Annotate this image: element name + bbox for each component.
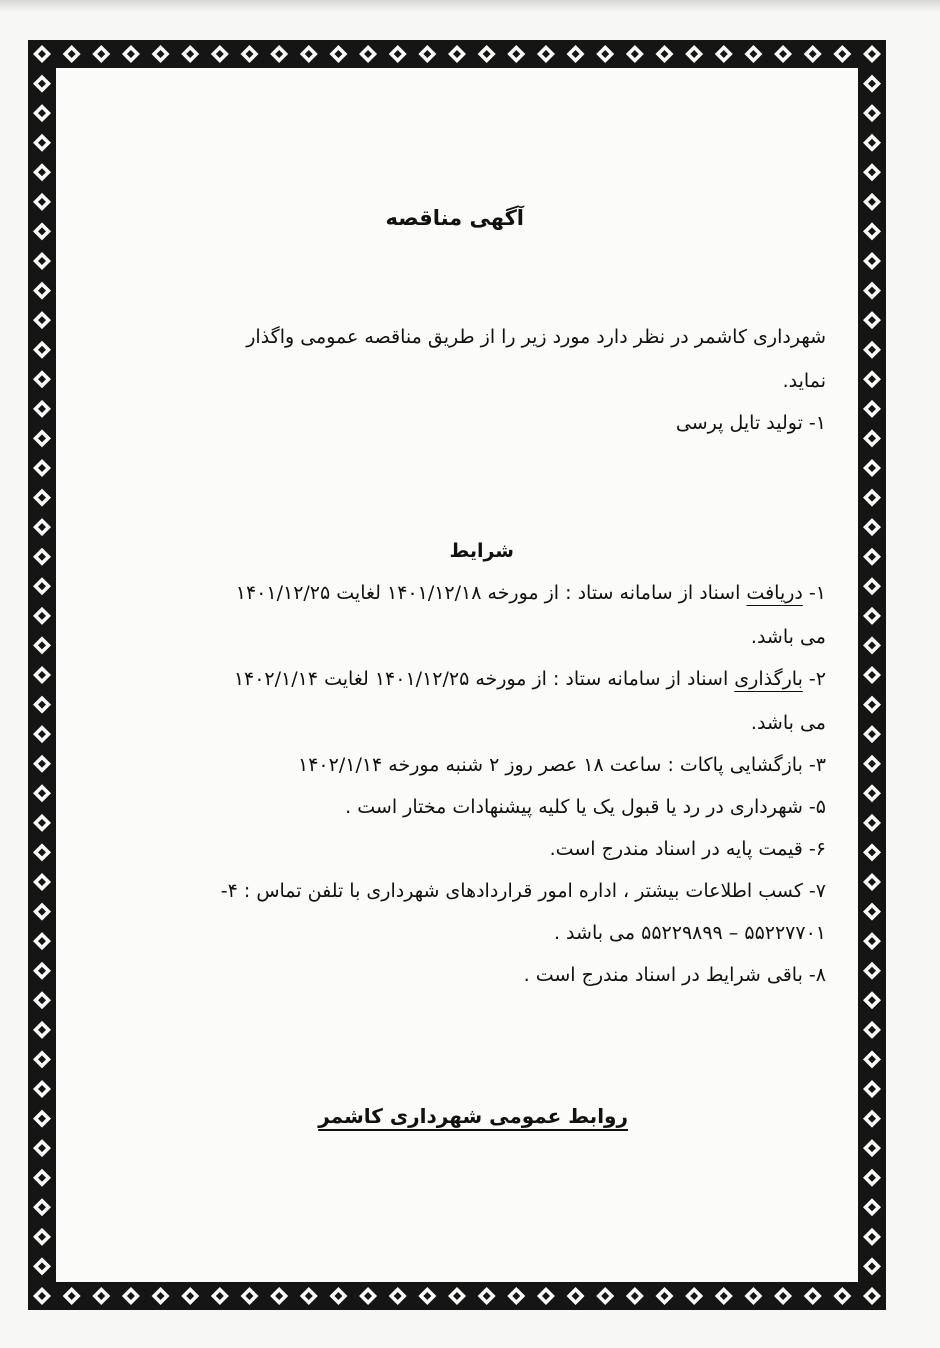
border-diamond xyxy=(863,104,881,122)
border-diamond xyxy=(863,222,881,240)
border-diamond xyxy=(33,755,51,773)
border-diamond xyxy=(33,814,51,832)
border-diamond xyxy=(122,1287,140,1305)
border-diamond xyxy=(863,1050,881,1068)
border-diamond xyxy=(211,45,229,63)
border-diamond xyxy=(774,45,792,63)
border-diamond xyxy=(863,1257,881,1275)
border-diamond xyxy=(863,1021,881,1039)
border-diamond xyxy=(596,45,614,63)
border-diamond xyxy=(863,134,881,152)
border-diamond xyxy=(33,1021,51,1039)
border-diamond xyxy=(33,843,51,861)
border-diamond xyxy=(33,1198,51,1216)
border-diamond xyxy=(33,134,51,152)
border-diamond xyxy=(685,45,703,63)
border-diamond xyxy=(448,45,466,63)
border-diamond xyxy=(33,1110,51,1128)
border-diamond xyxy=(863,518,881,536)
border-diamond xyxy=(863,932,881,950)
border-diamond xyxy=(33,282,51,300)
border-diamond xyxy=(33,548,51,566)
border-diamond xyxy=(63,1287,81,1305)
border-diamond xyxy=(656,45,674,63)
border-diamond xyxy=(33,1287,51,1305)
border-diamond xyxy=(33,666,51,684)
border-diamond xyxy=(33,400,51,418)
border-diamond xyxy=(33,991,51,1009)
border-diamond xyxy=(241,45,259,63)
border-diamond xyxy=(152,45,170,63)
border-diamond xyxy=(863,962,881,980)
border-diamond xyxy=(863,636,881,654)
border-diamond xyxy=(715,45,733,63)
border-diamond xyxy=(863,873,881,891)
border-diamond xyxy=(685,1287,703,1305)
condition-1 xyxy=(236,582,826,604)
border-diamond xyxy=(833,1287,851,1305)
border-diamond xyxy=(478,45,496,63)
border-diamond xyxy=(863,311,881,329)
condition-1-text: اسناد از سامانه ستاد : از مورخه ۱۴۰۱/۱۲/۱۸ لغایت ۱۴۰۱/۱۲/۲۵ xyxy=(235,582,747,604)
border-diamond xyxy=(863,252,881,270)
border-diamond xyxy=(270,45,288,63)
border-diamond xyxy=(478,1287,496,1305)
border-diamond xyxy=(211,1287,229,1305)
border-diamond xyxy=(33,104,51,122)
border-diamond xyxy=(507,45,525,63)
border-diamond xyxy=(389,1287,407,1305)
border-diamond xyxy=(300,45,318,63)
border-diamond xyxy=(863,1169,881,1187)
border-diamond xyxy=(863,1110,881,1128)
condition-6: ۶- قیمت پایه در اسناد مندرج است. xyxy=(549,838,826,860)
border-diamond xyxy=(33,873,51,891)
border-diamond xyxy=(92,1287,110,1305)
border-diamond xyxy=(507,1287,525,1305)
border-diamond xyxy=(567,45,585,63)
condition-3: ۳- بازگشایی پاکات : ساعت ۱۸ عصر روز ۲ شنبه مورخه ۱۴۰۲/۱/۱۴ xyxy=(298,754,826,776)
border-diamond xyxy=(33,932,51,950)
condition-1-line-2: می باشد. xyxy=(750,626,826,648)
notice-title: آگهی مناقصه xyxy=(385,206,524,230)
condition-7-line-2: ۵۵۲۲۷۷۰۱ – ۵۵۲۲۹۸۹۹ می باشد . xyxy=(553,922,826,944)
border-diamond xyxy=(33,459,51,477)
border-diamond xyxy=(656,1287,674,1305)
border-diamond xyxy=(863,341,881,359)
border-diamond xyxy=(33,193,51,211)
signature: روابط عمومی شهرداری کاشمر xyxy=(318,1104,628,1128)
border-diamond xyxy=(33,341,51,359)
border-diamond xyxy=(33,1257,51,1275)
border-diamond xyxy=(329,1287,347,1305)
conditions-heading: شرایط xyxy=(449,540,514,562)
border-diamond xyxy=(33,607,51,625)
border-diamond xyxy=(863,75,881,93)
border-diamond xyxy=(804,45,822,63)
border-diamond xyxy=(863,1287,881,1305)
intro-line-2: نماید. xyxy=(782,370,826,392)
border-diamond xyxy=(774,1287,792,1305)
border-diamond xyxy=(63,45,81,63)
border-diamond xyxy=(33,222,51,240)
border-diamond xyxy=(33,75,51,93)
border-diamond xyxy=(863,489,881,507)
border-diamond xyxy=(596,1287,614,1305)
border-diamond xyxy=(33,1228,51,1246)
border-diamond xyxy=(33,311,51,329)
border-diamond xyxy=(33,370,51,388)
border-diamond xyxy=(863,666,881,684)
border-diamond xyxy=(33,962,51,980)
border-diamond xyxy=(270,1287,288,1305)
border-diamond xyxy=(567,1287,585,1305)
border-diamond xyxy=(626,1287,644,1305)
border-diamond xyxy=(863,843,881,861)
condition-8: ۸- باقی شرایط در اسناد مندرج است . xyxy=(523,964,826,986)
border-diamond xyxy=(863,1139,881,1157)
border-diamond xyxy=(448,1287,466,1305)
border-diamond xyxy=(863,991,881,1009)
condition-2-text: اسناد از سامانه ستاد : از مورخه ۱۴۰۱/۱۲/۲۵ لغایت ۱۴۰۲/۱/۱۴ xyxy=(233,668,735,690)
condition-5: ۵- شهرداری در رد یا قبول یک یا کلیه پیشنهادات مختار است . xyxy=(345,796,826,818)
border-diamond xyxy=(359,1287,377,1305)
border-diamond xyxy=(863,1080,881,1098)
border-diamond xyxy=(863,429,881,447)
border-diamond xyxy=(863,400,881,418)
intro-line-1: شهرداری کاشمر در نظر دارد مورد زیر را از طریق مناقصه عمومی واگذار xyxy=(246,326,826,348)
border-diamond xyxy=(863,548,881,566)
border-diamond xyxy=(418,1287,436,1305)
border-diamond xyxy=(389,45,407,63)
border-diamond xyxy=(863,903,881,921)
border-diamond xyxy=(92,45,110,63)
border-diamond xyxy=(626,45,644,63)
condition-1-number: ۱- xyxy=(802,582,826,604)
border-diamond xyxy=(863,163,881,181)
border-diamond xyxy=(863,282,881,300)
border-diamond xyxy=(300,1287,318,1305)
border-diamond xyxy=(329,45,347,63)
border-diamond xyxy=(418,45,436,63)
border-diamond xyxy=(33,163,51,181)
decorative-border xyxy=(28,40,886,1310)
border-diamond xyxy=(863,459,881,477)
border-diamond xyxy=(33,1139,51,1157)
border-diamond xyxy=(863,193,881,211)
scan-edge xyxy=(0,0,940,12)
border-diamond xyxy=(33,1050,51,1068)
border-diamond xyxy=(863,725,881,743)
border-diamond xyxy=(33,696,51,714)
border-diamond xyxy=(33,577,51,595)
border-diamond xyxy=(537,1287,555,1305)
border-diamond xyxy=(863,1228,881,1246)
tender-item-1: ۱- تولید تایل پرسی xyxy=(675,412,826,434)
condition-7: ۷- کسب اطلاعات بیشتر ، اداره امور قراردادهای شهرداری با تلفن تماس : ۴- xyxy=(220,880,826,902)
condition-2 xyxy=(234,668,826,690)
border-diamond xyxy=(241,1287,259,1305)
border-diamond xyxy=(33,725,51,743)
border-diamond xyxy=(33,45,51,63)
border-diamond xyxy=(863,370,881,388)
border-diamond xyxy=(33,784,51,802)
border-diamond xyxy=(33,1080,51,1098)
border-diamond xyxy=(181,45,199,63)
border-diamond xyxy=(152,1287,170,1305)
border-diamond xyxy=(863,784,881,802)
border-diamond xyxy=(122,45,140,63)
border-diamond xyxy=(33,903,51,921)
border-diamond xyxy=(804,1287,822,1305)
border-diamond xyxy=(33,252,51,270)
condition-2-line-2: می باشد. xyxy=(750,712,826,734)
border-diamond xyxy=(181,1287,199,1305)
border-diamond xyxy=(33,429,51,447)
border-diamond xyxy=(33,636,51,654)
border-diamond xyxy=(863,696,881,714)
border-diamond xyxy=(359,45,377,63)
border-diamond xyxy=(33,489,51,507)
border-diamond xyxy=(715,1287,733,1305)
border-diamond xyxy=(863,607,881,625)
border-diamond xyxy=(537,45,555,63)
border-diamond xyxy=(863,1198,881,1216)
border-diamond xyxy=(33,1169,51,1187)
border-diamond xyxy=(33,518,51,536)
border-diamond xyxy=(863,577,881,595)
condition-1-keyword: دریافت xyxy=(746,582,803,604)
border-diamond xyxy=(833,45,851,63)
border-diamond xyxy=(744,45,762,63)
border-diamond xyxy=(744,1287,762,1305)
condition-2-number: ۲- xyxy=(802,668,826,690)
border-diamond xyxy=(863,45,881,63)
notice-body xyxy=(56,68,858,1282)
border-diamond xyxy=(863,755,881,773)
border-diamond xyxy=(863,814,881,832)
condition-2-keyword: بارگذاری xyxy=(734,668,803,690)
